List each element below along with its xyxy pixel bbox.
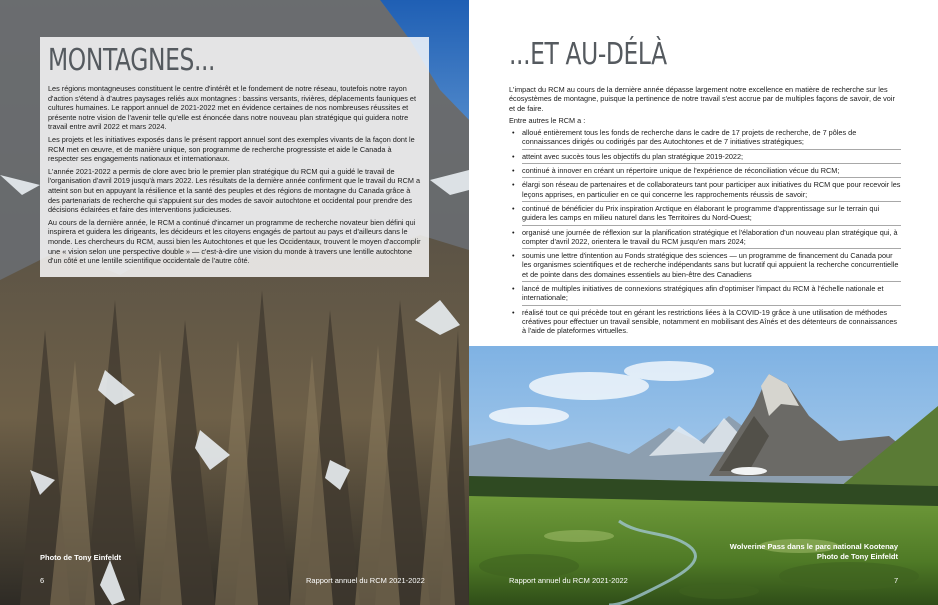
left-paragraph: Au cours de la dernière année, le RCM a continué d'incarner un programme de recherche novateur bien défini qui inspirera et guidera les dirigeants, les décideurs et les citoyens engagés de partout au pays et d'ailleurs dans le monde. Les chercheurs du RCM, aussi bien les Autochtones et que les Occidentaux, trouvent le moyen d'accomplir une « vision selon une perspective double » — c'est-à-dire une vision du monde à travers une lentille autochtone d'un côté et une lentille scientifique occidentale de l'autre côté. [48, 217, 421, 266]
list-item: • réalisé tout ce qui précède tout en gérant les restrictions liées à la COVID-19 grâce à une utilisation de méthodes créatives pour effectuer un travail sensible, notamment en mobilisant des Aînés et des détenteurs de connaissances à l'aide de plateformes virtuelles. [522, 308, 901, 338]
left-body-text [48, 84, 423, 269]
list-item: • continué de bénéficier du Prix inspiration Arctique en élaborant le programme d'apprentissage sur le terrain qui guidera les camps en milieu naturel dans les Territoires du Nord-Ouest; [522, 204, 901, 226]
right-body-text [509, 85, 901, 340]
list-item: • organisé une journée de réflexion sur la planification stratégique et l'élaboration d'un nouveau plan stratégique qui, à compter d'avril 2022, orientera le travail du RCM jusqu'en mars 2024; [522, 228, 901, 250]
right-page [469, 0, 938, 605]
left-paragraph: L'année 2021-2022 a permis de clore avec brio le premier plan stratégique du RCM qui a guidé le travail de l'organisation d'avril 2019 jusqu'à mars 2022. Les résultats de la dernière année confirment que le travail du RCM a atteint son but en appuyant la résilience et la santé des peuples et des régions de montagne du Canada grâce à des partenariats de recherche qui s'appuient sur des modes de savoir autochtone et occidental pour prendre des décisions éclairées et faire des interventions judicieuses. [48, 166, 421, 215]
intro-paragraph: L'impact du RCM au cours de la dernière année dépasse largement notre excellence en matière de recherche sur les écosystèmes de montagne, puisque la pertinence de notre travail s'est accrue par de multiples façons de savoir, de voir et de faire. [509, 85, 895, 113]
list-item: • continué à innover en créant un répertoire unique de l'expérience de réconciliation vécue du RCM; [522, 166, 901, 178]
wolverine-pass-photo [469, 346, 938, 605]
photo-caption [730, 542, 898, 562]
left-paragraph: Les projets et les initiatives exposés dans le présent rapport annuel sont des exemples vivants de la façon dont le RCM met en œuvre, et de manière unique, son programme de recherche progressiste et aide le Canada à respecter ses engagements nationaux et internationaux. [48, 134, 415, 164]
page-number-left: 6 [40, 576, 45, 585]
page-title-right: ...ET AU-DÉLÀ [509, 37, 667, 72]
list-item: • atteint avec succès tous les objectifs du plan stratégique 2019-2022; [522, 152, 901, 164]
left-paragraph: Les régions montagneuses constituent le centre d'intérêt et le fondement de notre réseau, toutefois notre rayon d'action s'étend à d'autres paysages reliés aux montagnes : bassins versants, rivières, déplacements fauniques et cultures humaines. Le rapport annuel de 2021-2022 met en évidence certaines de nos nombreuses réussites et présente notre vision de l'avenir telle qu'elle est énoncée dans notre nouveau plan stratégique qui guidera notre travail entre avril 2022 et mars 2024. [48, 84, 417, 132]
list-item: • alloué entièrement tous les fonds de recherche dans le cadre de 17 projets de recherche, de 7 pôles de connaissances dirigés ou codirigés par des Autochtones et de 7 initiatives stratégiques; [522, 128, 901, 150]
footer-right: Rapport annuel du RCM 2021-2022 [509, 576, 628, 585]
caption-credit: Photo de Tony Einfeldt [816, 552, 898, 561]
list-item: • lancé de multiples initiatives de connexions stratégiques afin d'optimiser l'impact du RCM à l'échelle nationale et internationale; [522, 284, 901, 306]
list-item: • élargi son réseau de partenaires et de collaborateurs tant pour participer aux initiatives du RCM que pour recevoir les leçons apprises, en particulier en ce qui concerne les rapprochements réussis de savoir; [522, 180, 901, 202]
list-lead: Entre autres le RCM a : [509, 115, 586, 125]
caption-location: Wolverine Pass dans le parc national Kootenay [729, 542, 898, 551]
intro-text-panel [40, 37, 429, 277]
page-title-left: MONTAGNES... [48, 43, 216, 78]
list-item: • soumis une lettre d'intention au Fonds stratégique des sciences — un programme de financement du Canada pour les organismes scientifiques et de recherche indépendants sans but lucratif qui appuient la recherche concurrentielle et de pointe dans des domaines essentiels au bien-être des Canadiens [522, 251, 901, 282]
footer-left: Rapport annuel du RCM 2021-2022 [306, 576, 425, 585]
photo-credit-left: Photo de Tony Einfeldt [40, 553, 122, 562]
page-number-right: 7 [894, 576, 899, 585]
achievements-list [509, 128, 901, 337]
